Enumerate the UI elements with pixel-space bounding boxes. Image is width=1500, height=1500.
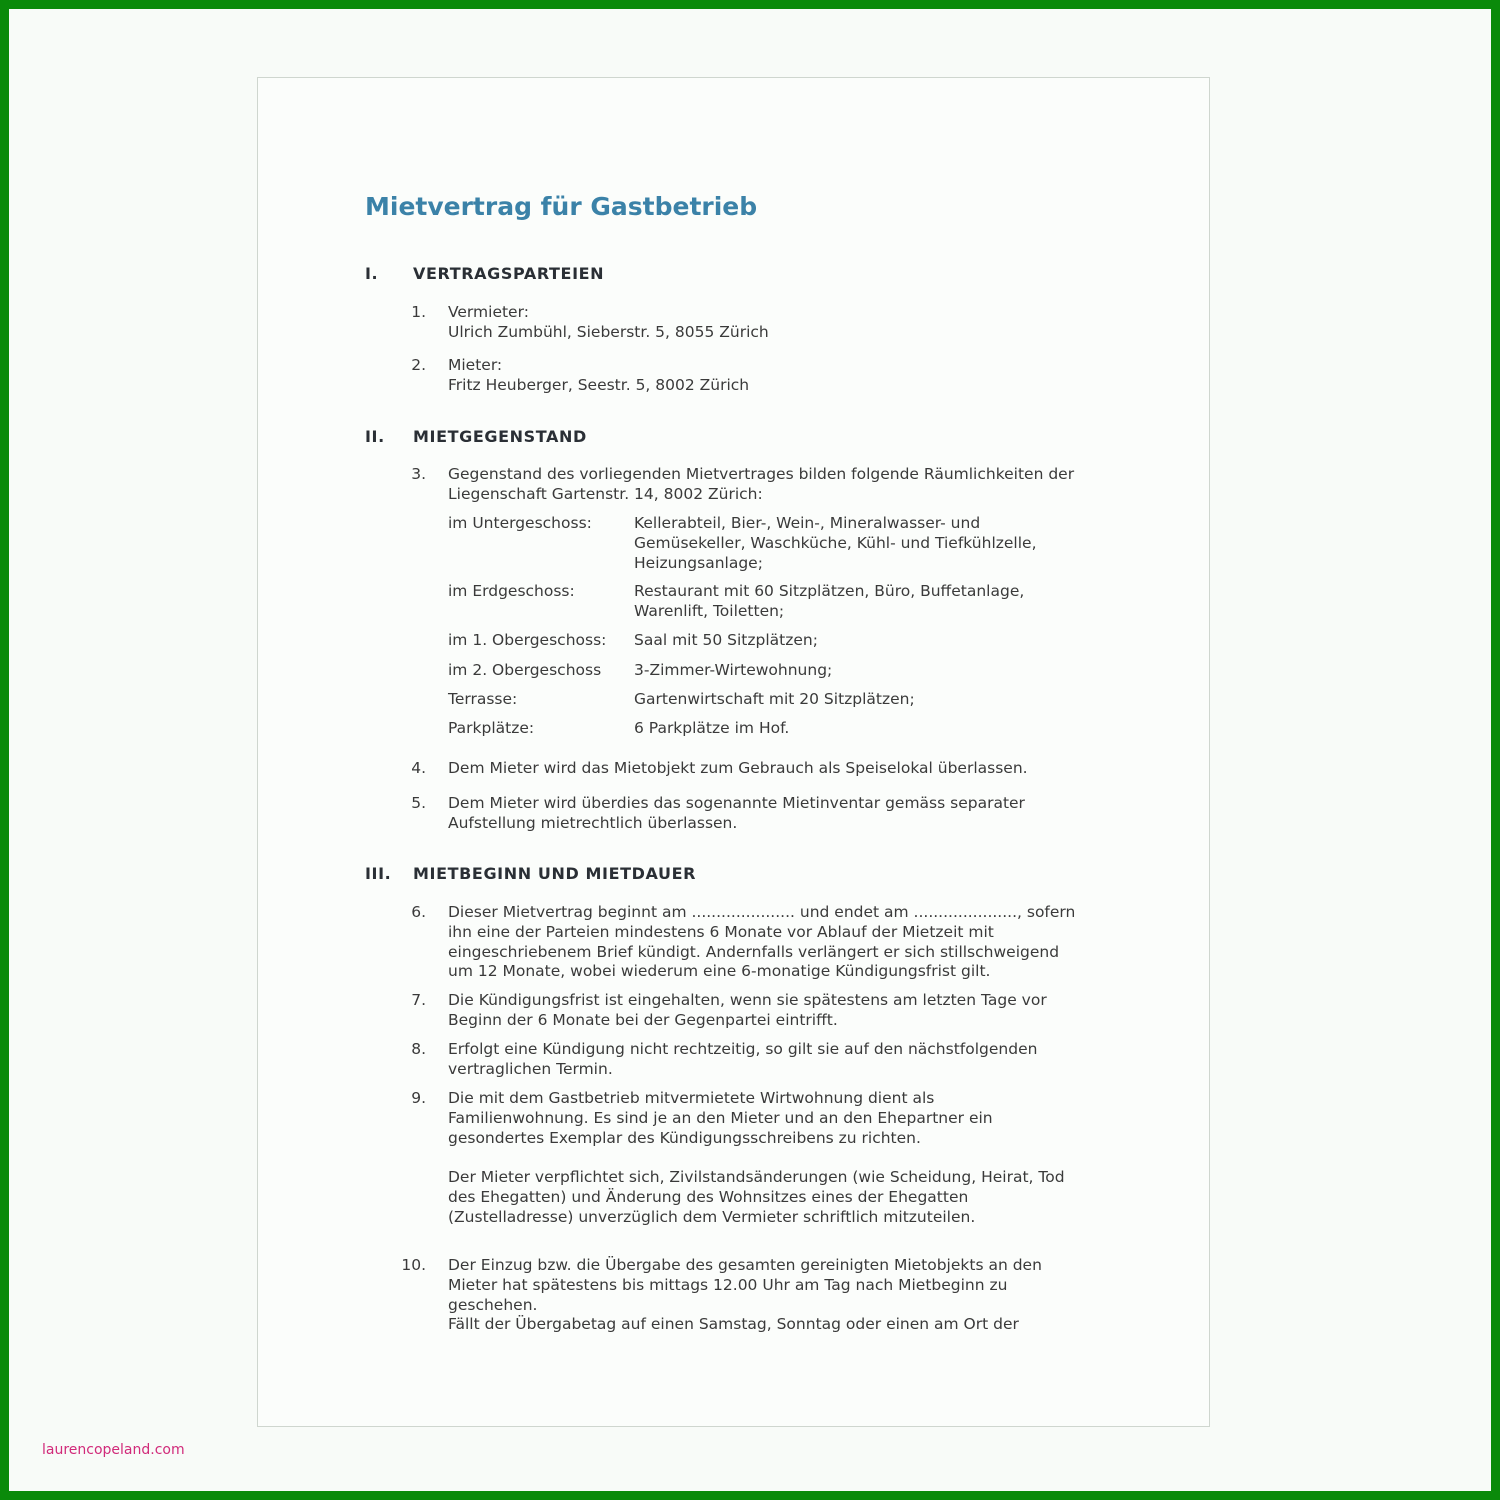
room-1-obergeschoss [448,631,1108,651]
clause-number: 7. [411,991,426,1009]
room-value: Warenlift, Toiletten; [634,601,785,620]
room-label: im Erdgeschoss: [448,582,575,600]
section-heading-3 [365,864,696,883]
clause-line: Mieter hat spätestens bis mittags 12.00 Uhr am Tag nach Mietbeginn zu [448,1275,1008,1294]
room-label: Parkplätze: [448,719,535,737]
section-numeral: III. [365,864,392,883]
clause-line: Liegenschaft Gartenstr. 14, 8002 Zürich: [448,484,763,503]
clause-line: Die mit dem Gastbetrieb mitvermietete Wirtwohnung dient als [448,1089,935,1107]
clause-line: Fällt der Übergabetag auf einen Samstag, Sonntag oder einen am Ort der [448,1315,1019,1334]
clause-3 [411,465,1111,505]
clause-line: vertraglichen Termin. [448,1059,613,1078]
clause-line: Der Einzug bzw. die Übergabe des gesamten gereinigten Mietobjekts an den [448,1256,1042,1274]
clause-number: 2. [411,356,426,374]
clause-5 [411,794,1111,834]
clause-number: 3. [411,465,426,483]
clause-2 [411,356,1111,396]
clause-line: Mieter: [448,356,503,374]
clause-line: Gegenstand des vorliegenden Mietvertrages bilden folgende Räumlichkeiten der [448,465,1075,483]
clause-number: 9. [411,1089,426,1107]
document-page [257,77,1210,1427]
room-value: 6 Parkplätze im Hof. [634,719,790,737]
clause-line [448,1148,1111,1168]
clause-6 [411,903,1111,982]
room-value: Gartenwirtschaft mit 20 Sitzplätzen; [634,690,915,708]
room-parkplaetze [448,719,1108,739]
clause-line: Die Kündigungsfrist ist eingehalten, wenn sie spätestens am letzten Tage vor [448,991,1047,1009]
clause-line: Erfolgt eine Kündigung nicht rechtzeitig, so gilt sie auf den nächstfolgenden [448,1040,1038,1058]
clause-line: (Zustelladresse) unverzüglich dem Vermieter schriftlich mitzuteilen. [448,1207,976,1226]
clause-number: 6. [411,903,426,921]
clause-number: 4. [411,759,426,777]
room-value: Restaurant mit 60 Sitzplätzen, Büro, Buffetanlage, [634,582,1025,600]
room-2-obergeschoss [448,661,1108,681]
room-label: im 1. Obergeschoss: [448,631,607,649]
watermark: laurencopeland.com [42,1442,185,1458]
room-value: 3-Zimmer-Wirtewohnung; [634,661,833,679]
section-numeral: I. [365,264,379,283]
room-label: im 2. Obergeschoss [448,661,602,679]
clause-line: Dem Mieter wird das Mietobjekt zum Gebrauch als Speiselokal überlassen. [448,759,1028,777]
clause-line: eingeschriebenem Brief kündigt. Andernfalls verlängert er sich stillschweigend [448,942,1060,961]
section-numeral: II. [365,427,385,446]
room-untergeschoss [448,514,1108,573]
clause-line: geschehen. [448,1295,538,1314]
clause-line: Fritz Heuberger, Seestr. 5, 8002 Zürich [448,375,750,394]
room-erdgeschoss [448,582,1108,622]
section-title: MIETGEGENSTAND [413,427,587,446]
clause-7 [411,991,1111,1031]
clause-4 [411,759,1111,779]
clause-line: Ulrich Zumbühl, Sieberstr. 5, 8055 Zürich [448,322,769,341]
room-value: Heizungsanlage; [634,553,763,572]
clause-9 [411,1089,1111,1228]
clause-number: 5. [411,794,426,812]
room-terrasse [448,690,1108,710]
clause-line: Dieser Mietvertrag beginnt am ..................... und endet am ....................., sofern [448,903,1076,921]
clause-line: Dem Mieter wird überdies das sogenannte Mietinventar gemäss separater [448,794,1025,812]
section-title: VERTRAGSPARTEIEN [413,264,605,283]
clause-number: 8. [411,1040,426,1058]
clause-number: 10. [401,1256,426,1274]
clause-line: Familienwohnung. Es sind je an den Mieter und an den Ehepartner ein [448,1108,993,1127]
document-title: Mietvertrag für Gastbetrieb [365,192,758,221]
section-heading-2 [365,427,587,446]
clause-line: ihn eine der Parteien mindestens 6 Monate vor Ablauf der Mietzeit mit [448,922,994,941]
clause-1 [411,303,1111,343]
room-label: Terrasse: [448,690,518,708]
section-title: MIETBEGINN UND MIETDAUER [413,864,697,883]
clause-line: Beginn der 6 Monate bei der Gegenpartei eintrifft. [448,1010,838,1029]
room-value: Kellerabteil, Bier-, Wein-, Mineralwasser- und [634,514,981,532]
clause-8 [411,1040,1111,1080]
clause-line: Aufstellung mietrechtlich überlassen. [448,813,738,832]
room-label: im Untergeschoss: [448,514,592,532]
section-heading-1 [365,264,604,283]
clause-line: gesondertes Exemplar des Kündigungsschreibens zu richten. [448,1128,921,1147]
clause-line: des Ehegatten) und Änderung des Wohnsitzes eines der Ehegatten [448,1187,969,1206]
clause-line: Vermieter: [448,303,529,321]
clause-line: um 12 Monate, wobei wiederum eine 6-monatige Kündigungsfrist gilt. [448,962,991,981]
room-value: Gemüsekeller, Waschküche, Kühl- und Tiefkühlzelle, [634,533,1037,552]
clause-number: 1. [411,303,426,321]
clause-line: Der Mieter verpflichtet sich, Zivilstandsänderungen (wie Scheidung, Heirat, Tod [448,1168,1065,1187]
room-value: Saal mit 50 Sitzplätzen; [634,631,818,649]
clause-10 [401,1256,1111,1335]
